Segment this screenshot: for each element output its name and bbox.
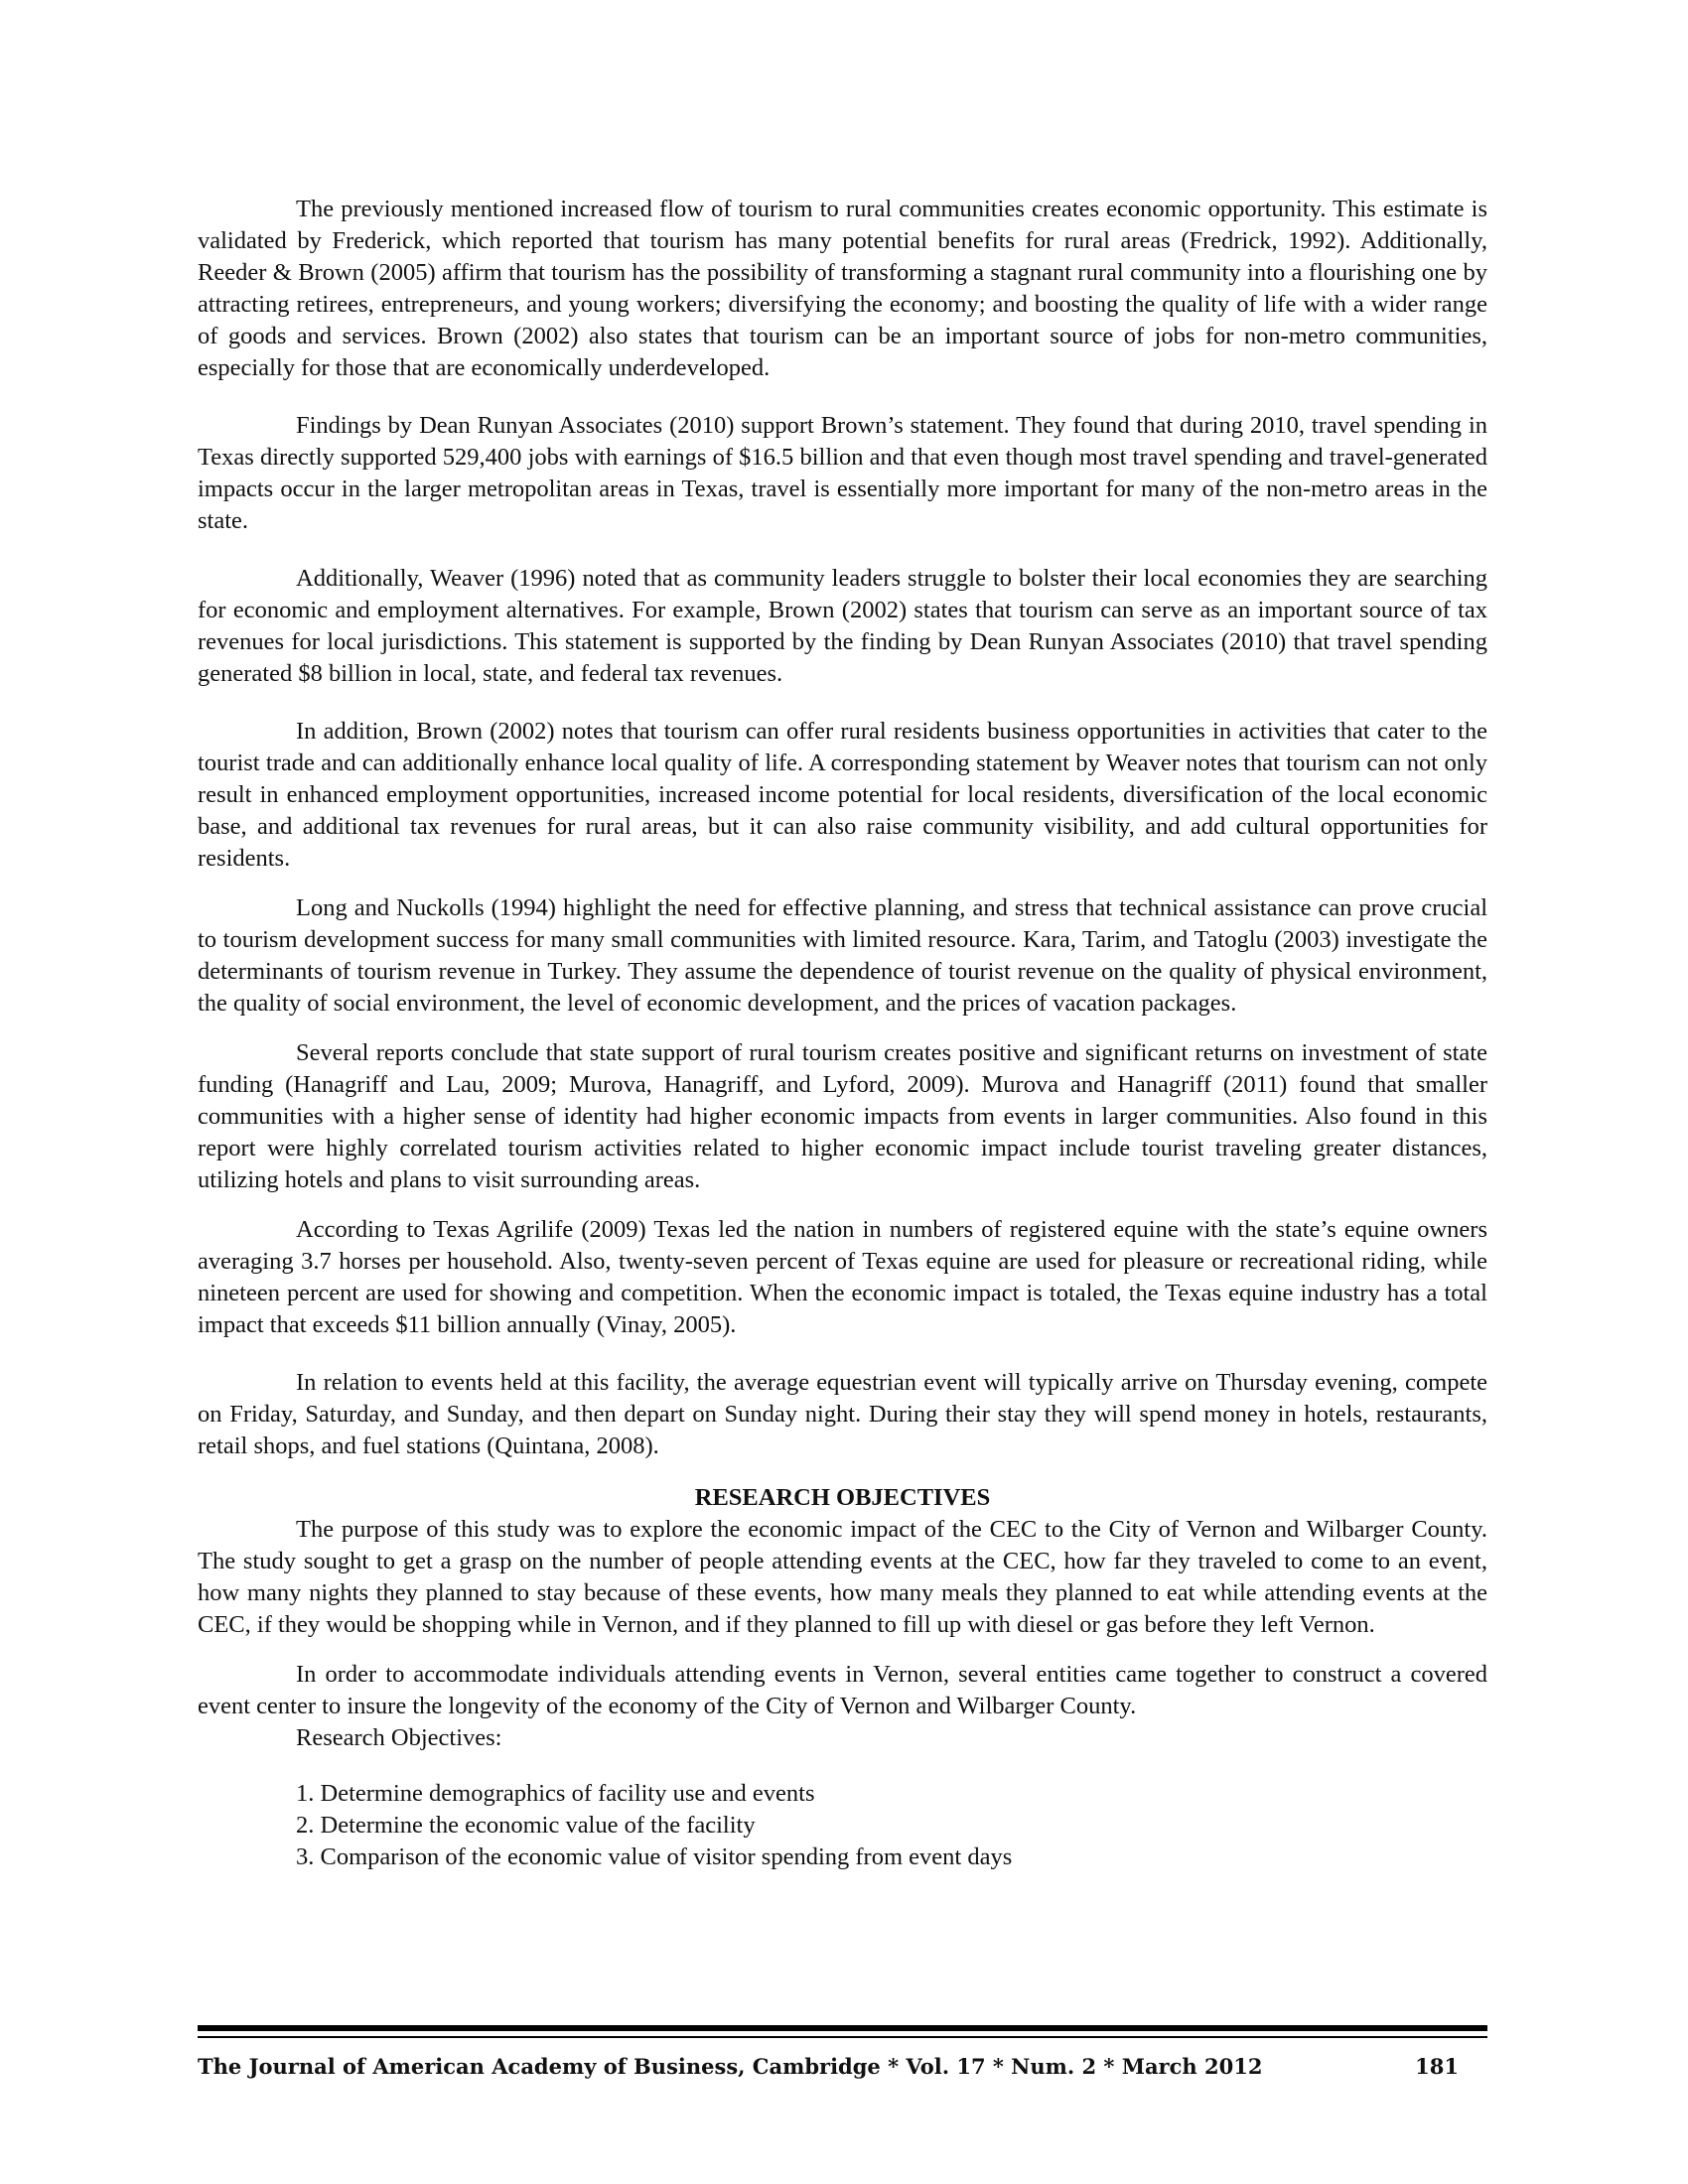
objective-item: 3. Comparison of the economic value of visitor spending from event days xyxy=(296,1843,1013,1870)
journal-citation: The Journal of American Academy of Business, Cambridge * Vol. 17 * Num. 2 * March 2012 xyxy=(198,2054,1263,2079)
section-heading-research-objectives: RESEARCH OBJECTIVES xyxy=(694,1484,991,1511)
objective-item: 2. Determine the economic value of the facility xyxy=(296,1812,756,1839)
body-paragraph-7: According to Texas Agrilife (2009) Texas led the nation in numbers of registered equine with the state’s equine owners averaging 3.7 horses per household. Also, twenty-seven percent of Texas equine are used for pleasure or recreational riding, while nineteen percent are used for showing and competition. When the economic impact is totaled, the Texas equine industry has a total impact that exceeds $11 billion annually (Vinay, 2005). xyxy=(198,1216,1487,1338)
body-paragraph-4: In addition, Brown (2002) notes that tourism can offer rural residents business opportunities in activities that cater to the tourist trade and can additionally enhance local quality of life. A corresponding statement by Weaver notes that tourism can not only result in enhanced employment opportunities, increased income potential for local residents, diversification of the local economic base, and additional tax revenues for rural areas, but it can also raise community visibility, and add cultural opportunities for residents. xyxy=(198,718,1487,872)
research-paragraph-1: The purpose of this study was to explore the economic impact of the CEC to the City of Vernon and Wilbarger County. The study sought to get a grasp on the number of people attending events at the CEC, how far they traveled to come to an event, how many nights they planned to stay because of these events, how many meals they planned to eat while attending events at the CEC, if they would be shopping while in Vernon, and if they planned to fill up with diesel or gas before they left Vernon. xyxy=(198,1516,1487,1638)
body-paragraph-1: The previously mentioned increased flow of tourism to rural communities creates economic opportunity. This estimate is validated by Frederick, which reported that tourism has many potential benefits for rural areas (Fredrick, 1992). Additionally, Reeder & Brown (2005) affirm that tourism has the possibility of transforming a stagnant rural community into a flourishing one by attracting retirees, entrepreneurs, and young workers; diversifying the economy; and boosting the quality of life with a wider range of goods and services. Brown (2002) also states that tourism can be an important source of jobs for non-metro communities, especially for those that are economically underdeveloped. xyxy=(198,196,1487,381)
body-paragraph-8: In relation to events held at this facility, the average equestrian event will typically arrive on Thursday evening, compete on Friday, Saturday, and Sunday, and then depart on Sunday night. During their stay they will spend money in hotels, restaurants, retail shops, and fuel stations (Quintana, 2008). xyxy=(198,1369,1487,1459)
research-objectives-list xyxy=(198,1778,1487,1873)
body-paragraph-6: Several reports conclude that state support of rural tourism creates positive and significant returns on investment of state funding (Hanagriff and Lau, 2009; Murova, Hanagriff, and Lyford, 2009). Murova and Hanagriff (2011) found that smaller communities with a higher sense of identity had higher economic impacts from events in larger communities. Also found in this report were highly correlated tourism activities related to higher economic impact include tourist traveling greater distances, utilizing hotels and plans to visit surrounding areas. xyxy=(198,1039,1487,1193)
page-body xyxy=(198,194,1487,1873)
research-paragraph-2: In order to accommodate individuals attending events in Vernon, several entities came together to construct a covered event center to insure the longevity of the economy of the City of Vernon and Wilbarger County. xyxy=(198,1661,1487,1719)
body-paragraph-2: Findings by Dean Runyan Associates (2010) support Brown’s statement. They found that during 2010, travel spending in Texas directly supported 529,400 jobs with earnings of $16.5 billion and that even though most travel spending and travel-generated impacts occur in the larger metropolitan areas in Texas, travel is essentially more important for many of the non-metro areas in the state. xyxy=(198,412,1487,534)
body-paragraph-3: Additionally, Weaver (1996) noted that as community leaders struggle to bolster their local economies they are searching for economic and employment alternatives. For example, Brown (2002) states that tourism can serve as an important source of tax revenues for local jurisdictions. This statement is supported by the finding by Dean Runyan Associates (2010) that travel spending generated $8 billion in local, state, and federal tax revenues. xyxy=(198,565,1487,687)
footer-rule-thick xyxy=(198,2025,1487,2031)
research-objectives-label: Research Objectives: xyxy=(296,1724,502,1751)
page-number: 181 xyxy=(1415,2054,1459,2079)
objective-item: 1. Determine demographics of facility use and events xyxy=(296,1780,815,1807)
body-paragraph-5: Long and Nuckolls (1994) highlight the need for effective planning, and stress that technical assistance can prove crucial to tourism development success for many small communities with limited resource. Kara, Tarim, and Tatoglu (2003) investigate the determinants of tourism revenue in Turkey. They assume the dependence of tourist revenue on the quality of physical environment, the quality of social environment, the level of economic development, and the prices of vacation packages. xyxy=(198,894,1487,1017)
page-footer xyxy=(198,2053,1459,2081)
footer-rule-thin xyxy=(198,2036,1487,2038)
